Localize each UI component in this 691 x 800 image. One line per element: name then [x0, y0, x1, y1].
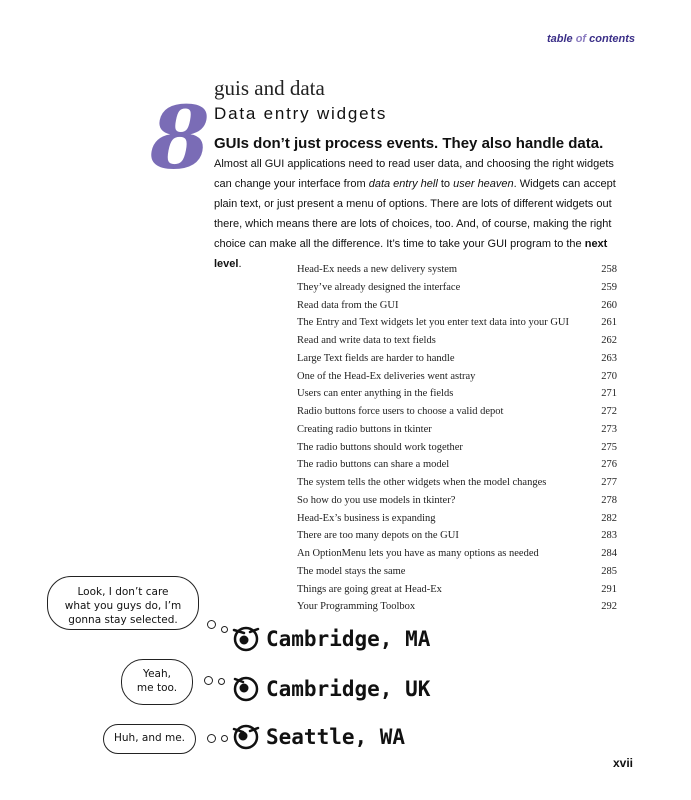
radio-eye-icon[interactable]	[231, 674, 261, 702]
toc-entry-page: 282	[601, 512, 617, 524]
toc-entry[interactable]	[297, 457, 617, 475]
toc-entry-title: Read and write data to text fields	[297, 335, 436, 346]
toc-entry[interactable]	[297, 333, 617, 351]
toc-entry-page: 262	[601, 335, 617, 346]
toc-entry-title: Head-Ex’s business is expanding	[297, 512, 436, 524]
toc-entry[interactable]	[297, 351, 617, 369]
toc-entry-title: An OptionMenu lets you have as many options as needed	[297, 548, 539, 559]
toc-entry-title: Large Text fields are harder to handle	[297, 352, 455, 364]
intro-text-1: Almost all GUI applications need to read user data, and choosing the right widgets can change your interface from	[214, 158, 614, 190]
toc-entry[interactable]	[297, 599, 617, 617]
intro-emphasis-2: user heaven	[453, 178, 514, 190]
city-label: Seattle, WA	[266, 725, 406, 749]
toc-entry-page: 260	[601, 299, 617, 311]
header-contents: contents	[586, 33, 635, 45]
toc-entry-title: Your Programming Toolbox	[297, 601, 416, 613]
thought-bubble-3	[103, 724, 196, 754]
toc-entry-page: 277	[601, 477, 617, 488]
toc-entry-title: The radio buttons should work together	[297, 441, 463, 453]
thought-dot	[204, 676, 213, 685]
toc-entry-title: The model stays the same	[297, 565, 406, 577]
chapter-subtitle: Data entry widgets	[214, 104, 388, 123]
thought-dot	[207, 620, 216, 629]
toc-entry[interactable]	[297, 280, 617, 298]
toc-entry-page: 278	[601, 494, 617, 506]
toc-entry[interactable]	[297, 528, 617, 546]
toc-entry[interactable]	[297, 582, 617, 600]
toc-entry-title: Read data from the GUI	[297, 299, 399, 311]
bubble-line: Yeah,	[143, 668, 171, 680]
toc-entry-page: 292	[601, 601, 617, 613]
toc-entry[interactable]	[297, 422, 617, 440]
intro-bold: next level	[214, 238, 608, 270]
chapter-title: guis and data	[214, 76, 325, 100]
chapter-number: 8	[150, 88, 210, 189]
toc-entry[interactable]	[297, 564, 617, 582]
thought-dot	[218, 678, 225, 685]
radio-eye-icon[interactable]	[231, 624, 261, 652]
toc-entry-title: So how do you use models in tkinter?	[297, 494, 456, 506]
toc-entry[interactable]	[297, 546, 617, 564]
toc-entry-title: The Entry and Text widgets let you enter text data into your GUI	[297, 317, 570, 329]
thought-bubble-2	[121, 659, 193, 705]
toc-entry[interactable]	[297, 369, 617, 387]
toc-entry-title: They’ve already designed the interface	[297, 281, 461, 293]
bubble-line: me too.	[136, 682, 178, 694]
thought-bubble-1	[47, 576, 199, 630]
city-label: Cambridge, UK	[266, 677, 431, 701]
intro-text-4: .	[238, 258, 242, 270]
header-of: of	[575, 33, 587, 45]
running-header	[547, 33, 635, 45]
toc-entry[interactable]	[297, 262, 617, 280]
toc-entry-title: The radio buttons can share a model	[297, 459, 450, 471]
toc-entry-page: 270	[601, 370, 617, 382]
bubble-line: what you guys do, I’m	[64, 600, 182, 612]
toc-entry[interactable]	[297, 511, 617, 529]
toc-entry[interactable]	[297, 404, 617, 422]
toc-entry[interactable]	[297, 315, 617, 333]
toc-entry-page: 284	[601, 548, 617, 559]
intro-text-2: to	[437, 178, 454, 190]
toc-entry[interactable]	[297, 298, 617, 316]
bubble-line: gonna stay selected.	[68, 614, 178, 626]
toc-entry-page: 271	[601, 388, 617, 400]
toc-entry[interactable]	[297, 475, 617, 493]
toc-entry[interactable]	[297, 493, 617, 511]
toc-entry-page: 272	[601, 406, 617, 417]
toc-entry-title: Creating radio buttons in tkinter	[297, 423, 432, 435]
toc-entry-title: Users can enter anything in the fields	[297, 388, 454, 400]
page-number: xvii	[612, 756, 633, 770]
thought-dot	[221, 735, 228, 742]
thought-dot	[221, 626, 228, 633]
toc-entry-title: Radio buttons force users to choose a valid depot	[297, 406, 504, 417]
toc-entry-page: 259	[601, 281, 617, 293]
toc-entry-page: 275	[601, 441, 617, 453]
intro-text-3: . Widgets can accept plain text, or just present a menu of options. There are lots of different widgets out there, which means there are lots of choices, too. And, of course, making the right choice can make all the difference. It’s time to take your GUI program to the	[214, 178, 616, 250]
toc-entry-page: 285	[601, 565, 617, 577]
toc-entry[interactable]	[297, 440, 617, 458]
bubble-line: Look, I don’t care	[77, 586, 169, 598]
intro-paragraph	[214, 154, 634, 274]
intro-heading: GUIs don’t just process events. They also handle data.	[214, 135, 604, 152]
toc-entry-title: Things are going great at Head-Ex	[297, 583, 442, 595]
toc-entry-title: Head-Ex needs a new delivery system	[297, 264, 458, 275]
toc-entry-page: 261	[601, 317, 617, 329]
bubble-line: Huh, and me.	[114, 732, 185, 744]
header-table: table	[546, 33, 576, 45]
intro-emphasis-1: data entry hell	[368, 178, 438, 190]
toc-entry-title: One of the Head-Ex deliveries went astray	[297, 370, 476, 382]
toc-entry-title: The system tells the other widgets when the model changes	[297, 477, 547, 488]
toc-entry-page: 258	[601, 264, 617, 275]
toc-entry-page: 263	[601, 352, 617, 364]
toc-entry-title: There are too many depots on the GUI	[297, 530, 459, 542]
toc-entry-page: 276	[601, 459, 617, 471]
radio-eye-icon[interactable]	[231, 722, 261, 750]
toc-entry-page: 273	[601, 423, 617, 435]
city-label: Cambridge, MA	[266, 627, 431, 651]
toc-entry-page: 283	[601, 530, 617, 542]
toc-list	[297, 262, 617, 617]
toc-entry-page: 291	[601, 583, 617, 595]
thought-dot	[207, 734, 216, 743]
toc-entry[interactable]	[297, 386, 617, 404]
